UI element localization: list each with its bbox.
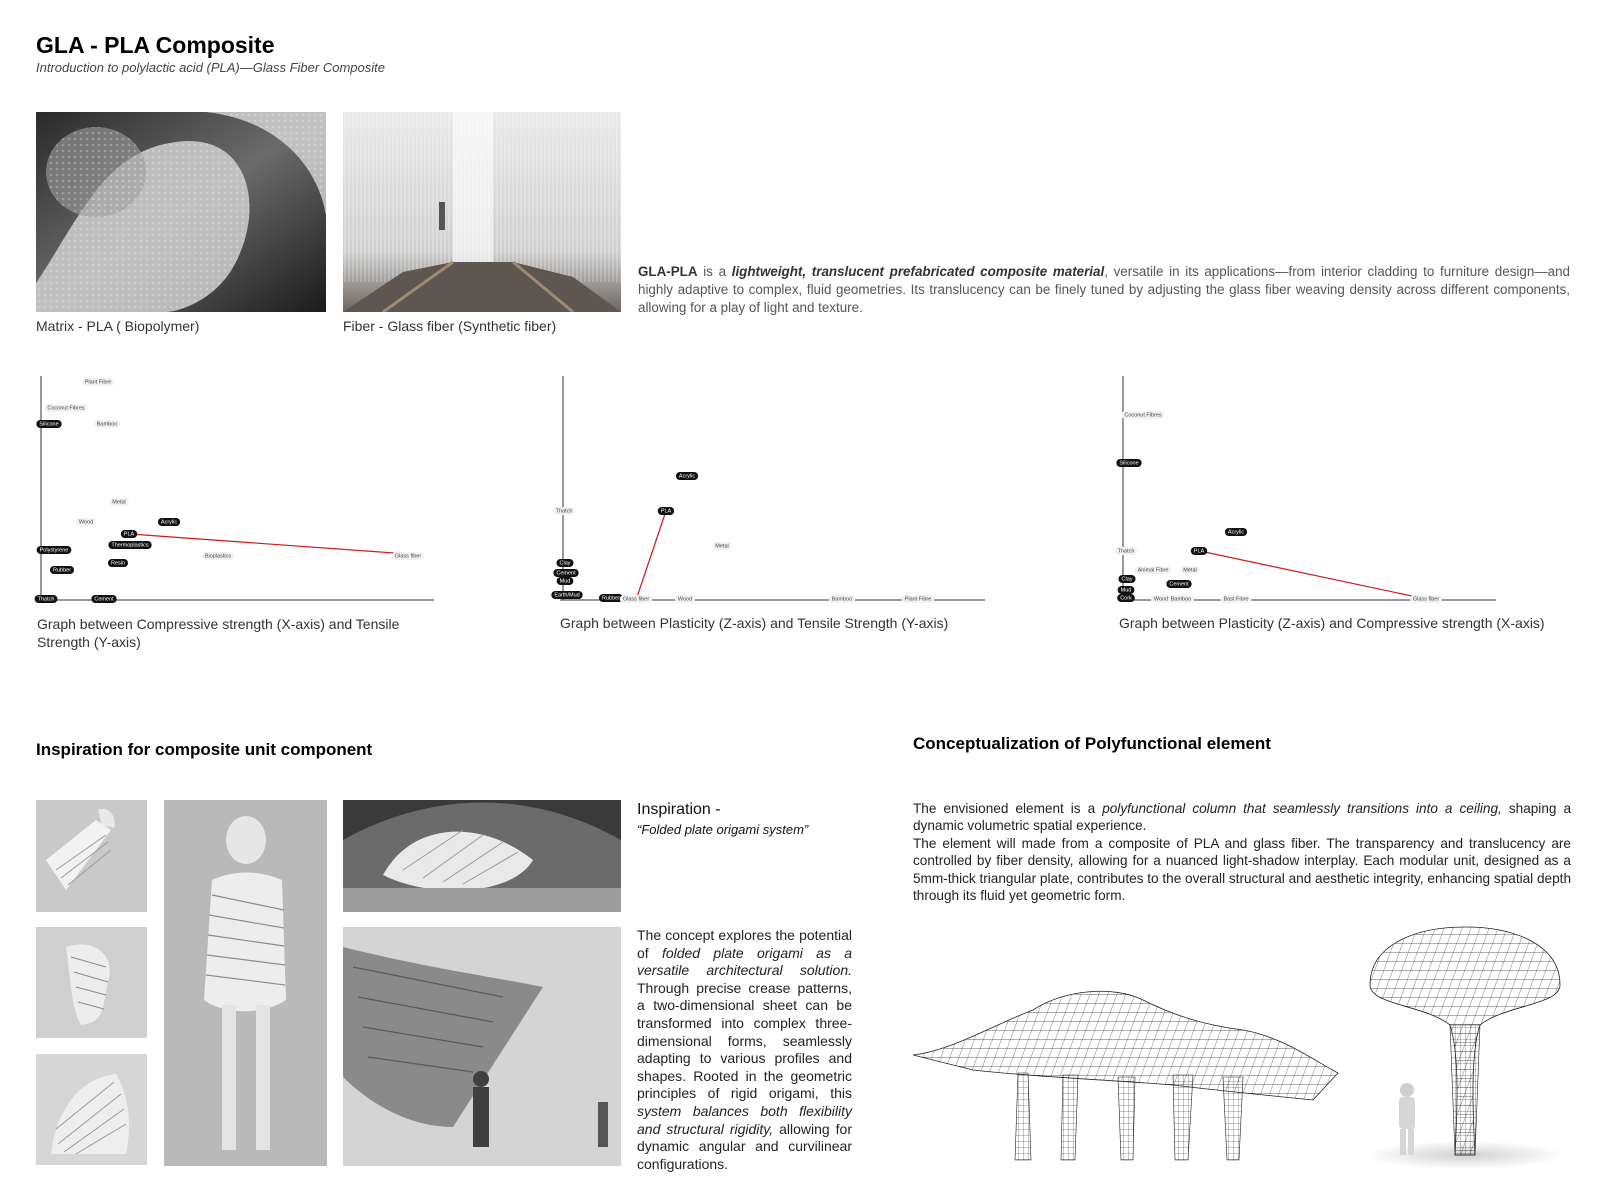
origami-cone-image bbox=[36, 1054, 147, 1165]
intro-lead: GLA-PLA bbox=[638, 264, 698, 279]
chip-acrylic bbox=[158, 518, 180, 526]
concept-t2: shaping a dynamic volumetric spatial experience. bbox=[913, 801, 1572, 834]
glass-fiber-photo bbox=[343, 112, 621, 312]
svg-text:Silicone: Silicone bbox=[1119, 460, 1139, 467]
svg-text:Thatch: Thatch bbox=[1117, 548, 1135, 555]
pla-glass-link bbox=[130, 534, 408, 554]
chip-silicone bbox=[36, 420, 61, 428]
pla-coil-image bbox=[36, 112, 326, 312]
insp-p2: Through precise crease patterns, a two-dimensional sheet can be transformed into complex three-dimensional forms, seamlessly adapting to various profiles and shapes. Rooted in the geometric principles of rigid origami, this bbox=[637, 979, 852, 1102]
inspiration-subheading: “Folded plate origami system” bbox=[637, 822, 809, 837]
chip-glass-fiber bbox=[620, 595, 652, 603]
chip-resin bbox=[108, 559, 128, 567]
svg-text:Wood: Wood bbox=[78, 519, 94, 526]
chip-mud bbox=[557, 577, 574, 585]
svg-text:Clay: Clay bbox=[1121, 576, 1133, 583]
svg-text:Coconut Fibres: Coconut Fibres bbox=[47, 405, 85, 412]
chip-glass-fiber bbox=[1410, 595, 1442, 603]
svg-text:Cement: Cement bbox=[1169, 581, 1189, 588]
chip-animal-fibre bbox=[1135, 566, 1172, 574]
svg-text:Glass fiber: Glass fiber bbox=[394, 553, 422, 560]
chip-clay bbox=[1118, 575, 1135, 583]
chip-polystyrene bbox=[37, 546, 72, 554]
origami-photo-2 bbox=[36, 927, 147, 1038]
svg-text:Rubber: Rubber bbox=[52, 567, 72, 574]
svg-text:Plant Fibre: Plant Fibre bbox=[84, 379, 112, 386]
caption-matrix: Matrix - PLA ( Biopolymer) bbox=[36, 318, 200, 334]
chip-cement bbox=[553, 569, 578, 577]
svg-text:Silicone: Silicone bbox=[39, 421, 59, 428]
pla-glass-link bbox=[1200, 551, 1426, 599]
chip-thatch bbox=[1115, 547, 1138, 555]
insp-p2-em: system balances both flexibility and structural rigidity, bbox=[637, 1102, 852, 1137]
chip-bamboo bbox=[94, 420, 121, 428]
svg-text:Metal: Metal bbox=[112, 499, 126, 506]
caption-fiber: Fiber - Glass fiber (Synthetic fiber) bbox=[343, 318, 557, 334]
chip-coconut-fibres bbox=[1121, 411, 1164, 419]
svg-text:Mud: Mud bbox=[559, 578, 571, 585]
chip-silicone bbox=[1116, 459, 1141, 467]
svg-text:Acrylic: Acrylic bbox=[678, 473, 696, 480]
origami-interior-photo bbox=[343, 927, 621, 1166]
chip-earth-mud bbox=[551, 591, 582, 599]
chip-acrylic bbox=[1225, 528, 1247, 536]
svg-text:PLA: PLA bbox=[1193, 548, 1205, 555]
svg-text:Rubber: Rubber bbox=[601, 595, 621, 602]
svg-text:Bamboo: Bamboo bbox=[96, 421, 118, 428]
svg-text:Acrylic: Acrylic bbox=[1227, 529, 1245, 536]
svg-text:Wood: Wood bbox=[1153, 596, 1169, 603]
svg-text:Bast Fibre: Bast Fibre bbox=[1223, 596, 1249, 603]
svg-text:Polystyrene: Polystyrene bbox=[39, 547, 69, 554]
svg-text:PLA: PLA bbox=[123, 531, 135, 538]
wireframe-column-render bbox=[1355, 925, 1570, 1170]
wireframe-canopy-render bbox=[913, 985, 1343, 1170]
chip-wood bbox=[76, 518, 96, 526]
chip-metal bbox=[1180, 566, 1199, 574]
chip-bamboo bbox=[829, 595, 856, 603]
origami-pavilion-photo bbox=[343, 800, 621, 912]
intro-rest: , versatile in its applications—from interior cladding to furniture design—and highly adaptive to complex, fluid geometries. Its translucency can be finely tuned by adjusting the glass fiber weaving density across different components, allowing for a play of light and texture. bbox=[638, 264, 1570, 315]
chip-bioplastics bbox=[202, 552, 234, 560]
svg-text:Glass fiber: Glass fiber bbox=[622, 596, 650, 603]
svg-text:Cement: Cement bbox=[556, 570, 576, 577]
svg-text:Glass fiber: Glass fiber bbox=[1412, 596, 1440, 603]
graph1-caption: Graph between Compressive strength (X-axis) and Tensile Strength (Y-axis) bbox=[37, 616, 400, 650]
origami-dress-image bbox=[164, 800, 327, 1166]
concept-t1: The envisioned element is a bbox=[913, 801, 1103, 816]
chip-cement bbox=[91, 595, 116, 603]
origami-hand-image bbox=[36, 800, 147, 912]
inspiration-heading: Inspiration - bbox=[637, 801, 721, 818]
svg-text:Mud: Mud bbox=[1120, 587, 1132, 594]
svg-text:Metal: Metal bbox=[715, 543, 729, 550]
inspiration-section-title: Inspiration for composite unit component bbox=[36, 740, 373, 759]
svg-text:Cork: Cork bbox=[1120, 595, 1132, 602]
pla-glass-link bbox=[636, 511, 666, 600]
origami-interior-image bbox=[343, 927, 621, 1166]
svg-text:Thatch: Thatch bbox=[555, 508, 573, 515]
origami-dress-photo bbox=[164, 800, 327, 1166]
chip-glass-fiber bbox=[392, 552, 424, 560]
chip-thatch bbox=[35, 595, 58, 603]
chip-pla bbox=[121, 530, 137, 538]
concept-t1-em: polyfunctional column that seamlessly transitions into a ceiling, bbox=[1102, 801, 1502, 816]
intro-is: is a bbox=[697, 264, 732, 279]
chip-mud bbox=[1118, 586, 1135, 594]
graph2-caption: Graph between Plasticity (Z-axis) and Tensile Strength (Y-axis) bbox=[560, 615, 949, 631]
concept-line-1 bbox=[913, 800, 1571, 835]
chip-bamboo bbox=[1168, 595, 1195, 603]
insp-p1-em: folded plate origami as a versatile architectural solution. bbox=[637, 944, 852, 979]
insp-p3: allowing for dynamic angular and curvilinear configurations. bbox=[637, 1120, 852, 1172]
svg-text:Acrylic: Acrylic bbox=[160, 519, 178, 526]
svg-text:Thermoplastics: Thermoplastics bbox=[111, 542, 149, 549]
chip-metal bbox=[712, 542, 731, 550]
chip-rubber bbox=[50, 566, 74, 574]
concept-section-title: Conceptualization of Polyfunctional element bbox=[913, 734, 1271, 753]
graph-plasticity-compressive bbox=[1110, 370, 1500, 606]
svg-text:PLA: PLA bbox=[660, 508, 672, 515]
pla-matrix-photo bbox=[36, 112, 326, 312]
graph3-caption: Graph between Plasticity (Z-axis) and Compressive strength (X-axis) bbox=[1119, 615, 1545, 631]
page-subtitle: Introduction to polylactic acid (PLA)—Glass Fiber Composite bbox=[36, 60, 385, 75]
chip-wood bbox=[675, 595, 695, 603]
svg-text:Resin: Resin bbox=[110, 560, 126, 567]
svg-text:Bioplastics: Bioplastics bbox=[204, 553, 232, 560]
chip-cement bbox=[1166, 580, 1191, 588]
concept-line-2: The element will made from a composite of PLA and glass fiber. The transparency and translucency are controlled by fiber density, allowing for a nuanced light-shadow interplay. Each modular unit, designed as a 5mm-thick triangular plate, contributes to the overall structural and aesthetic integrity, enhancing spatial depth through its fluid yet geometric form. bbox=[913, 835, 1571, 904]
svg-text:Wood: Wood bbox=[677, 596, 693, 603]
svg-text:Animal Fibre: Animal Fibre bbox=[1137, 567, 1169, 574]
chip-thatch bbox=[553, 507, 576, 515]
intro-paragraph bbox=[638, 263, 1570, 317]
origami-photo-3 bbox=[36, 1054, 147, 1165]
graph-compressive-tensile bbox=[30, 370, 450, 606]
origami-twist-image bbox=[36, 927, 147, 1038]
chip-acrylic bbox=[676, 472, 698, 480]
intro-emphasis: lightweight, translucent prefabricated composite material bbox=[731, 264, 1105, 279]
svg-text:Coconut Fibres: Coconut Fibres bbox=[1124, 412, 1162, 419]
chip-rubber bbox=[599, 594, 623, 602]
svg-text:Cement: Cement bbox=[94, 596, 114, 603]
origami-pavilion-image bbox=[343, 800, 621, 912]
chip-clay bbox=[556, 559, 573, 567]
svg-text:Thatch: Thatch bbox=[37, 596, 55, 603]
svg-text:Bamboo: Bamboo bbox=[1170, 596, 1192, 603]
svg-text:Plant Fibre: Plant Fibre bbox=[904, 596, 932, 603]
svg-text:Metal: Metal bbox=[1183, 567, 1197, 574]
chip-bast-fibre bbox=[1220, 595, 1251, 603]
svg-text:Earth/Mud: Earth/Mud bbox=[554, 592, 580, 599]
chip-cork bbox=[1117, 594, 1135, 602]
chip-pla bbox=[1191, 547, 1207, 555]
page-title: GLA - PLA Composite bbox=[36, 32, 275, 58]
graph-plasticity-tensile bbox=[550, 370, 990, 606]
chip-pla bbox=[658, 507, 674, 515]
chip-coconut-fibres bbox=[44, 404, 87, 412]
glass-fiber-curtain-image bbox=[343, 112, 621, 312]
svg-text:Clay: Clay bbox=[559, 560, 571, 567]
origami-photo-1 bbox=[36, 800, 147, 912]
chip-plant-fibre bbox=[902, 595, 935, 603]
chip-metal bbox=[109, 498, 128, 506]
concept-paragraph bbox=[913, 800, 1571, 904]
svg-text:Bamboo: Bamboo bbox=[831, 596, 853, 603]
inspiration-paragraph bbox=[637, 927, 852, 1173]
chip-plant-fibre bbox=[82, 378, 115, 386]
insp-p1: The concept explores the potential of bbox=[637, 927, 852, 961]
chip-thermoplastics bbox=[108, 541, 151, 549]
